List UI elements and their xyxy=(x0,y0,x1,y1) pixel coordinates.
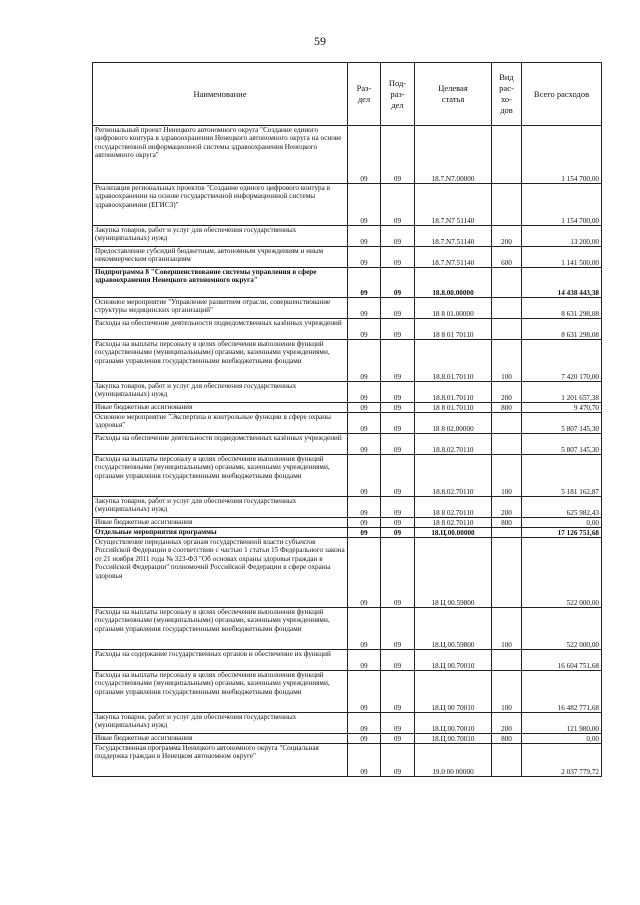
row-vid xyxy=(492,126,522,184)
row-total: 0,00 xyxy=(522,518,602,528)
row-target: 18.7.N7.00000 xyxy=(415,126,492,184)
row-razdel: 09 xyxy=(348,528,381,538)
header-total: Всего расходов xyxy=(522,63,602,126)
row-podrazdel: 09 xyxy=(381,268,415,298)
row-name: Закупка товаров, работ и услуг для обеспечения государственных (муниципальных) нужд xyxy=(93,497,348,518)
row-vid: 200 xyxy=(492,226,522,247)
row-name: Расходы на выплаты персоналу в целях обеспечения выполнения функций государственными (муниципальными) органами, казенными учреждениями, органами управления государственными внебюджетными фондами xyxy=(93,340,348,382)
row-target: 18 8 02.00000 xyxy=(415,413,492,434)
row-total: 16 482 771,68 xyxy=(522,671,602,713)
row-podrazdel: 09 xyxy=(381,734,415,744)
row-razdel: 09 xyxy=(348,734,381,744)
row-vid xyxy=(492,744,522,777)
row-razdel: 09 xyxy=(348,413,381,434)
page-number: 59 xyxy=(314,34,326,48)
row-name: Основное мероприятие "Экспертиза и контрольные функции в сфере охраны здоровья" xyxy=(93,413,348,434)
table-row xyxy=(93,734,602,744)
row-vid xyxy=(492,538,522,608)
header-podrazdel: Под- раз- дел xyxy=(381,63,415,126)
row-name: Иные бюджетные ассигнования xyxy=(93,734,348,744)
row-name: Региональный проект Ненецкого автономного округа "Создание единого цифрового контура в здравоохранении Ненецкого автономного округа на основе государственной информационной системы здравоохранения Ненецкого автономного округа" xyxy=(93,126,348,184)
header-vid: Вид рас- хо- дов xyxy=(492,63,522,126)
table-row xyxy=(93,403,602,413)
row-target: 18.7.N7 51140 xyxy=(415,184,492,226)
row-total: 5 807 145,30 xyxy=(522,434,602,455)
row-name: Реализация региональных проектов "Создание единого цифрового контура в здравоохранении на основе государственной информационной системы здравоохранения (ЕГИСЗ)" xyxy=(93,184,348,226)
row-razdel: 09 xyxy=(348,184,381,226)
row-vid xyxy=(492,184,522,226)
row-razdel: 09 xyxy=(348,403,381,413)
row-target: 18 8 01 70110 xyxy=(415,319,492,340)
row-podrazdel: 09 xyxy=(381,518,415,528)
row-razdel: 09 xyxy=(348,650,381,671)
row-name: Подпрограмма 8 "Совершенствование системы управления в сфере здравоохранения Ненецкого автономного округа" xyxy=(93,268,348,298)
table-row xyxy=(93,268,602,298)
row-podrazdel: 09 xyxy=(381,434,415,455)
row-name: Расходы на выплаты персоналу в целях обеспечения выполнения функций государственными (муниципальными) органами, казенными учреждениями, органами управления государственными внебюджетными фондами xyxy=(93,671,348,713)
table-row xyxy=(93,528,602,538)
row-razdel: 09 xyxy=(348,226,381,247)
row-vid xyxy=(492,434,522,455)
row-total: 5 181 162,87 xyxy=(522,455,602,497)
row-razdel: 09 xyxy=(348,126,381,184)
row-podrazdel: 09 xyxy=(381,497,415,518)
row-target: 18.Ц 00.70010 xyxy=(415,650,492,671)
row-total: 14 438 443,38 xyxy=(522,268,602,298)
row-podrazdel: 09 xyxy=(381,528,415,538)
row-target: 18.Ц.00.59800 xyxy=(415,608,492,650)
row-total: 1 201 657,38 xyxy=(522,382,602,403)
row-razdel: 09 xyxy=(348,382,381,403)
row-total: 5 807 145,30 xyxy=(522,413,602,434)
row-target: 18.8.02.70110 xyxy=(415,434,492,455)
row-name: Расходы на обеспечение деятельности подведомственных казённых учреждений xyxy=(93,319,348,340)
row-vid: 200 xyxy=(492,382,522,403)
row-vid: 800 xyxy=(492,518,522,528)
row-name: Расходы на обеспечение деятельности подведомственных казённых учреждений xyxy=(93,434,348,455)
row-total: 16 604 751,68 xyxy=(522,650,602,671)
table-row xyxy=(93,184,602,226)
table-row xyxy=(93,744,602,777)
row-razdel: 09 xyxy=(348,247,381,268)
row-razdel: 09 xyxy=(348,340,381,382)
row-podrazdel: 09 xyxy=(381,126,415,184)
table-row xyxy=(93,413,602,434)
row-vid xyxy=(492,298,522,319)
row-total: 13 200,00 xyxy=(522,226,602,247)
row-total: 2 037 779,72 xyxy=(522,744,602,777)
row-vid xyxy=(492,650,522,671)
row-razdel: 09 xyxy=(348,298,381,319)
table-row xyxy=(93,340,602,382)
row-total: 625 982,43 xyxy=(522,497,602,518)
row-vid: 600 xyxy=(492,247,522,268)
table-row xyxy=(93,650,602,671)
row-podrazdel: 09 xyxy=(381,608,415,650)
row-vid: 100 xyxy=(492,340,522,382)
row-target: 18 Ц 00.59800 xyxy=(415,538,492,608)
row-name: Отдельные мероприятия программы xyxy=(93,528,348,538)
row-podrazdel: 09 xyxy=(381,382,415,403)
row-target: 18.7.N7.51140 xyxy=(415,247,492,268)
row-razdel: 09 xyxy=(348,713,381,734)
row-podrazdel: 09 xyxy=(381,744,415,777)
table-row xyxy=(93,671,602,713)
row-razdel: 09 xyxy=(348,671,381,713)
row-target: 18.7.N7.51140 xyxy=(415,226,492,247)
row-vid: 200 xyxy=(492,713,522,734)
row-podrazdel: 09 xyxy=(381,403,415,413)
row-name: Государственная программа Ненецкого автономного округа "Социальная поддержка граждан в Ненецком автономном округе" xyxy=(93,744,348,777)
table-row xyxy=(93,455,602,497)
row-target: 19.0 00 00000 xyxy=(415,744,492,777)
row-total: 8 631 298,08 xyxy=(522,319,602,340)
row-razdel: 09 xyxy=(348,744,381,777)
table-row xyxy=(93,434,602,455)
row-name: Закупка товаров, работ и услуг для обеспечения государственных (муниципальных) нужд xyxy=(93,226,348,247)
row-razdel: 09 xyxy=(348,538,381,608)
table-row xyxy=(93,518,602,528)
row-podrazdel: 09 xyxy=(381,413,415,434)
row-name: Расходы на выплаты персоналу в целях обеспечения выполнения функций государственными (муниципальными) органами, казенными учреждениями, органами управления государственными внебюджетными фондами xyxy=(93,608,348,650)
row-total: 17 126 751,68 xyxy=(522,528,602,538)
row-name: Иные бюджетные ассигнования xyxy=(93,518,348,528)
row-name: Закупка товаров, работ и услуг для обеспечения государственных (муниципальных) нужд xyxy=(93,382,348,403)
row-target: 18.8.01.70110 xyxy=(415,382,492,403)
header-razdel: Раз- дел xyxy=(348,63,381,126)
table-row xyxy=(93,538,602,608)
row-total: 1 154 700,00 xyxy=(522,126,602,184)
row-total: 1 141 500,00 xyxy=(522,247,602,268)
table-row xyxy=(93,713,602,734)
row-razdel: 09 xyxy=(348,319,381,340)
row-podrazdel: 09 xyxy=(381,671,415,713)
row-name: Закупка товаров, работ и услуг для обеспечения государственных (муниципальных) нужд xyxy=(93,713,348,734)
row-target: 18 8 01.00000 xyxy=(415,298,492,319)
row-target: 18.Ц.00.70010 xyxy=(415,713,492,734)
row-name: Осуществление переданных органам государственной власти субъектов Российской Федерации в соответствии с частью 1 статьи 15 Федерального закона от 21 ноября 2011 года № 323-ФЗ "Об основах охраны здоровья граждан в Российской Федерации" полномочий Российской Федерации в сфере охраны здоровья xyxy=(93,538,348,608)
table-row xyxy=(93,298,602,319)
row-total: 522 000,00 xyxy=(522,538,602,608)
row-podrazdel: 09 xyxy=(381,247,415,268)
row-name: Предоставление субсидий бюджетным, автономным учреждениям и иным некоммерческим организациям xyxy=(93,247,348,268)
row-razdel: 09 xyxy=(348,608,381,650)
row-podrazdel: 09 xyxy=(381,538,415,608)
table-row xyxy=(93,608,602,650)
row-razdel: 09 xyxy=(348,455,381,497)
table-row xyxy=(93,319,602,340)
header-name: Наименование xyxy=(93,63,348,126)
row-target: 18.Ц.00.70010 xyxy=(415,734,492,744)
row-vid: 200 xyxy=(492,497,522,518)
row-total: 121 980,00 xyxy=(522,713,602,734)
row-podrazdel: 09 xyxy=(381,226,415,247)
row-vid: 100 xyxy=(492,671,522,713)
row-podrazdel: 09 xyxy=(381,713,415,734)
row-target: 18 8 01.70110 xyxy=(415,403,492,413)
row-name: Расходы на выплаты персоналу в целях обеспечения выполнения функций государственными (муниципальными) органами, казенными учреждениями, органами управления государственными внебюджетными фондами xyxy=(93,455,348,497)
row-total: 9 470,70 xyxy=(522,403,602,413)
row-razdel: 09 xyxy=(348,268,381,298)
row-vid xyxy=(492,268,522,298)
row-podrazdel: 09 xyxy=(381,455,415,497)
row-total: 1 154 700,00 xyxy=(522,184,602,226)
table-row xyxy=(93,382,602,403)
row-podrazdel: 09 xyxy=(381,650,415,671)
table-row xyxy=(93,497,602,518)
row-vid: 800 xyxy=(492,734,522,744)
row-target: 18.8.01.70110 xyxy=(415,340,492,382)
row-podrazdel: 09 xyxy=(381,298,415,319)
row-vid xyxy=(492,319,522,340)
row-razdel: 09 xyxy=(348,518,381,528)
row-name: Иные бюджетные ассигнования xyxy=(93,403,348,413)
table-row xyxy=(93,247,602,268)
row-total: 0,00 xyxy=(522,734,602,744)
row-podrazdel: 09 xyxy=(381,340,415,382)
row-razdel: 09 xyxy=(348,434,381,455)
row-podrazdel: 09 xyxy=(381,319,415,340)
row-target: 18.8.02.70110 xyxy=(415,455,492,497)
row-vid xyxy=(492,413,522,434)
header-target: Целевая статья xyxy=(415,63,492,126)
row-target: 18.Ц 00 70010 xyxy=(415,671,492,713)
table-body xyxy=(93,126,602,777)
table-row xyxy=(93,126,602,184)
row-name: Расходы на содержание государственных органов и обеспечение их функций xyxy=(93,650,348,671)
row-razdel: 09 xyxy=(348,497,381,518)
row-target: 18 8 02.70110 xyxy=(415,497,492,518)
row-total: 8 631 298,08 xyxy=(522,298,602,319)
row-target: 18.Ц.00.00000 xyxy=(415,528,492,538)
row-podrazdel: 09 xyxy=(381,184,415,226)
table-row xyxy=(93,226,602,247)
row-total: 522 000,00 xyxy=(522,608,602,650)
row-target: 18 8 02.70110 xyxy=(415,518,492,528)
table-header-row xyxy=(93,63,602,126)
budget-table xyxy=(92,62,602,777)
row-name: Основное мероприятие "Управление развитием отрасли, совершенствование структуры медицинских организаций" xyxy=(93,298,348,319)
row-vid: 100 xyxy=(492,455,522,497)
row-vid: 800 xyxy=(492,403,522,413)
row-target: 18.8.00.00000 xyxy=(415,268,492,298)
row-total: 7 420 170,00 xyxy=(522,340,602,382)
row-vid: 100 xyxy=(492,608,522,650)
row-vid xyxy=(492,528,522,538)
